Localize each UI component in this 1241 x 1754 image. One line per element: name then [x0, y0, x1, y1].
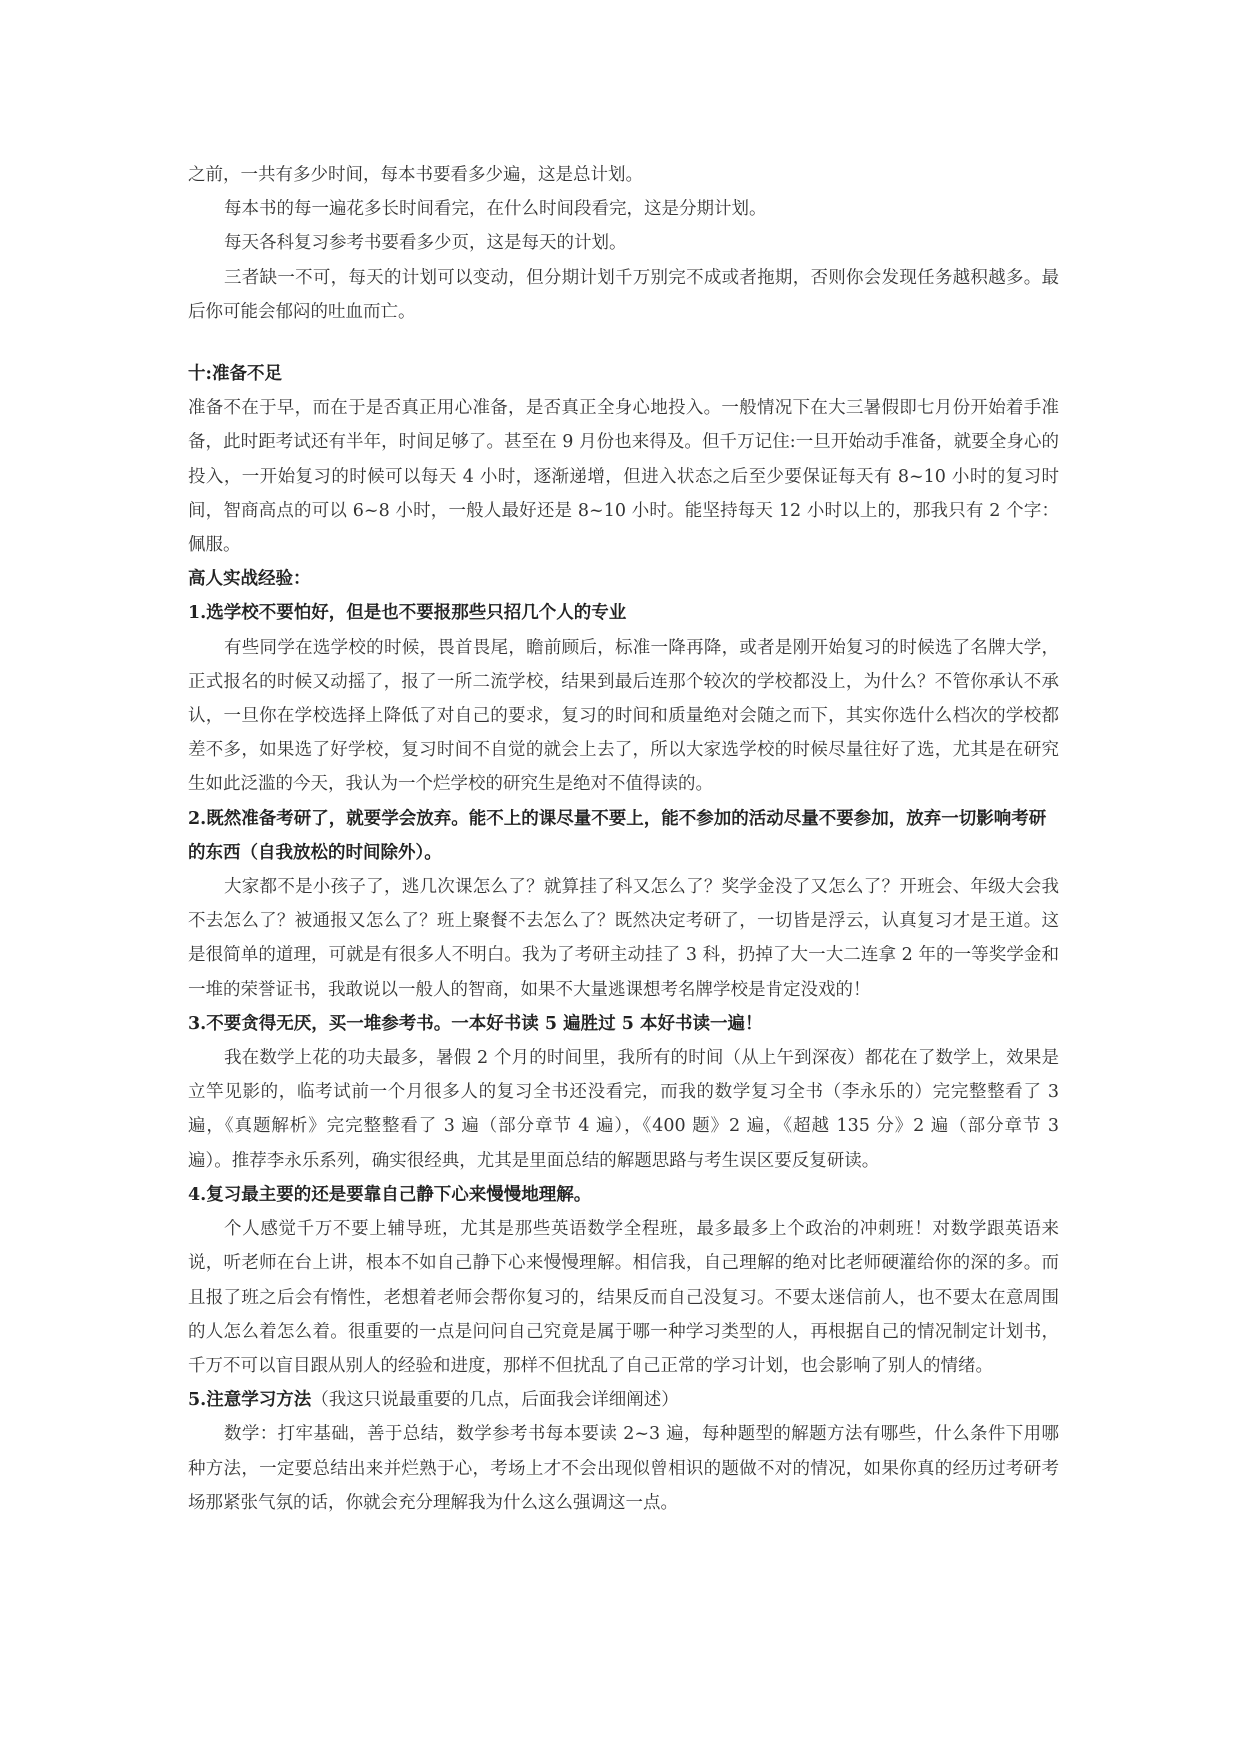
section-title-insufficient-preparation: 十:准备不足 [188, 364, 282, 385]
heading-tip-1: 1.选学校不要怕好，但是也不要报那些只招几个人的专业 [188, 603, 627, 624]
paragraph-plan-summary: 三者缺一不可，每天的计划可以变动，但分期计划千万别完不成或者拖期，否则你会发现任务越积越多。最后你可能会郁闷的吐血而亡。 [188, 267, 1059, 322]
paragraph-tip-4: 个人感觉千万不要上辅导班，尤其是那些英语数学全程班，最多最多上个政治的冲刺班！对数学跟英语来说，听老师在台上讲，根本不如自己静下心来慢慢理解。相信我，自己理解的绝对比老师硬灌给你的深的多。而且报了班之后会有惰性，老想着老师会帮你复习的，结果反而自己没复习。不要太迷信前人，也不要太在意周围的人怎么着怎么着。很重要的一点是问问自己究竟是属于哪一种学习类型的人，再根据自己的情况制定计划书，千万不可以盲目跟从别人的经验和进度，那样不但扰乱了自己正常的学习计划，也会影响了别人的情绪。 [188, 1219, 1059, 1376]
paragraph-tip-1: 有些同学在选学校的时候，畏首畏尾，瞻前顾后，标准一降再降，或者是刚开始复习的时候选了名牌大学，正式报名的时候又动摇了，报了一所二流学校，结果到最后连那个较次的学校都没上，为什么？不管你承认不承认，一旦你在学校选择上降低了对自己的要求，复习的时间和质量绝对会随之而下，其实你选什么档次的学校都差不多，如果选了好学校，复习时间不自觉的就会上去了，所以大家选学校的时候尽量往好了选，尤其是在研究生如此泛滥的今天，我认为一个烂学校的研究生是绝对不值得读的。 [188, 637, 1059, 795]
paragraph-tip-3: 我在数学上花的功夫最多，暑假 2 个月的时间里，我所有的时间（从上午到深夜）都花在了数学上，效果是立竿见影的，临考试前一个月很多人的复习全书还没看完，而我的数学复习全书（李永乐的）完完整整看了 3 遍，《真题解析》完完整整看了 3 遍（部分章节 4 遍），《400 题》2 遍，《超越 135 分》2 遍（部分章节 3 遍）。推荐李永乐系列，确实很经典，尤其是里面总结的解题思路与考生误区要反复研读。 [188, 1048, 1059, 1171]
paragraph-total-plan: 之前，一共有多少时间，每本书要看多少遍，这是总计划。 [188, 165, 643, 185]
heading-tip-5 [188, 1383, 1059, 1417]
heading-expert-experience: 高人实战经验： [188, 569, 311, 590]
heading-tip-4: 4.复习最主要的还是要靠自己静下心来慢慢地理解。 [188, 1184, 592, 1205]
heading-tip-3: 3.不要贪得无厌，买一堆参考书。一本好书读 5 遍胜过 5 本好书读一遍！ [188, 1013, 763, 1034]
heading-tip-2: 2.既然准备考研了，就要学会放弃。能不上的课尽量不要上，能不参加的活动尽量不要参加，放弃一切影响考研的东西（自我放松的时间除外）。 [188, 808, 1047, 863]
heading-tip-5-note: （我这只说最重要的几点，后面我会详细阐述） [311, 1390, 679, 1411]
paragraph-tip-2: 大家都不是小孩子了，逃几次课怎么了？就算挂了科又怎么了？奖学金没了又怎么了？开班会、年级大会我不去怎么了？被通报又怎么了？班上聚餐不去怎么了？既然决定考研了，一切皆是浮云，认真复习才是王道。这是很简单的道理，可就是有很多人不明白。我为了考研主动挂了 3 科，扔掉了大一大二连拿 2 年的一等奖学金和一堆的荣誉证书，我敢说以一般人的智商，如果不大量逃课想考名牌学校是肯定没戏的！ [188, 877, 1059, 1000]
paragraph-phase-plan: 每本书的每一遍花多长时间看完，在什么时间段看完，这是分期计划。 [224, 199, 767, 220]
paragraph-tip-5-math: 数学：打牢基础，善于总结，数学参考书每本要读 2~3 遍，每种题型的解题方法有哪些，什么条件下用哪种方法，一定要总结出来并烂熟于心，考场上才不会出现似曾相识的题做不对的情况，如果你真的经历过考研考场那紧张气氛的话，你就会充分理解我为什么这么强调这一点。 [188, 1424, 1059, 1513]
paragraph-daily-plan: 每天各科复习参考书要看多少页，这是每天的计划。 [224, 233, 627, 254]
paragraph-preparation: 准备不在于早，而在于是否真正用心准备，是否真正全身心地投入。一般情况下在大三暑假即七月份开始着手准备，此时距考试还有半年，时间足够了。甚至在 9 月份也来得及。但千万记住:一旦开始动手准备，就要全身心的投入，一开始复习的时候可以每天 4 小时，逐渐递增，但进入状态之后至少要保证每天有 8~10 小时的复习时间，智商高点的可以 6~8 小时，一般人最好还是 8~10 小时。能坚持每天 12 小时以上的，那我只有 2 个字：佩服。 [188, 398, 1059, 556]
heading-tip-5-bold: 5.注意学习方法 [188, 1390, 312, 1411]
